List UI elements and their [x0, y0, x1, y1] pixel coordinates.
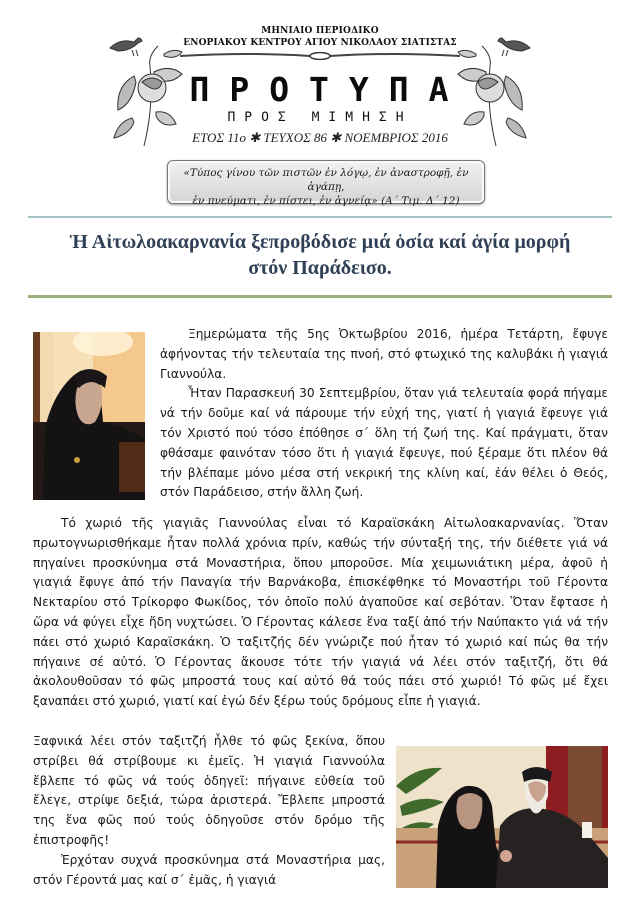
- photo-grandmother-with-elder-image: [396, 746, 608, 888]
- article-title: [28, 229, 612, 281]
- magazine-subtitle: ΠΡΟΣ ΜΙΜΗΣΗ: [227, 110, 413, 125]
- issue-info: ΕΤΟΣ 11ο ✱ ΤΕΥΧΟΣ 86 ✱ ΝΟΕΜΒΡΙΟΣ 2016: [192, 130, 448, 145]
- photo-grandmother: [33, 332, 145, 500]
- article-title-line-2: στόν Παράδεισο.: [248, 257, 392, 279]
- article-body-main: [33, 514, 608, 712]
- divider-top: [28, 216, 612, 218]
- article-title-line-1: Ἡ Αἰτωλοακαρνανία ξεπροβόδισε μιά ὁσία καί ἁγία μορφή: [69, 231, 571, 253]
- paragraph-4: Ξαφνικά λέει στόν ταξιτζή ἦλθε τό φῶς ξεκίνα, ὅπου στρίβει θά στρίβουμε κι ἐμεῖς. Ἡ γιαγιά Γιαννούλα ἔβλεπε τό φῶς νά τούς ὁδηγεῖ: πήγαινε εὐθεία τοῦ ἔλεγε, στρίψε δεξιά, τώρα ἀριστερά. Ἔβλεπε μπροστά της ἕνα φῶς πού τούς ὁδηγοῦσε στόν δρόμο τῆς ἐπιστροφῆς!: [33, 734, 385, 847]
- paragraph-2: Ἦταν Παρασκευή 30 Σεπτεμβρίου, ὅταν γιά τελευταία φορά πήγαμε νά τήν δοῦμε καί νά πάρουμε τήν εὐχή της, γιατί ἡ γιαγιά ἔφευγε γιά τόν Χριστό πού τόσο ἐπόθησε σ΄ ὅλη τή ζωή της. Καί πράγματι, ὅταν φθάσαμε φαινόταν τόσο ὅτι ἡ γιαγιά ἔφευγε, πού ξέραμε ὅτι πλέον θά τήν βλέπαμε μόνο μέσα στή νεκρική της κλίνη καί, ἐάν θέλει ὁ Θεός, στόν Παράδεισο, στήν ἄλλη ζωή.: [160, 386, 608, 500]
- parish-label: ΕΝΟΡΙΑΚΟΥ ΚΕΝΤΡΟΥ ΑΓΙΟΥ ΝΙΚΟΛΑΟΥ ΣΙΑΤΙΣΤΑΣ: [183, 38, 457, 48]
- paragraph-3: Τό χωριό τῆς γιαγιᾶς Γιαννούλας εἶναι τό Καραϊσκάκη Αἰτωλοακαρνανίας. Ὅταν πρωτογνωρισθήκαμε ἦταν πολλά χρόνια πρίν, καθώς τήν σύνταξή της, τήν διέθετε γιά νά πηγαίνει προσκύνημα στά Μοναστήρια, ὅπου μποροῦσε. Μία χειμωνιάτικη μέρα, ἀφοῦ ἡ γιαγιά ἔφυγε ἀπό τήν Παναγία τήν Βαρνάκοβα, ἐπισκέφθηκε τό Μοναστήρι τοῦ Γέροντα Νεκταρίου στό Τρίκορφο Φωκίδος, τόν ὁποῖο πολύ ἀγαποῦσε καί σεβόταν. Ὅταν ἔφτασε ἡ ὥρα νά φύγει εἶχε ἤδη νυχτώσει. Ὁ Γέροντας κάλεσε ἕνα ταξί ἀπό τήν Ναύπακτο γιά νά τήν πάει στό χωριό Καραϊσκάκη. Ὁ ταξιτζής δέν γνώριζε πού ἦταν τό χωριό καί πώς θα τήν πήγαινε σέ αὐτό. Ὁ Γέροντας ἄκουσε τότε τήν γιαγιά νά λέει στόν ταξιτζή, ὅτι θά ἀκολουθοῦσαν τό φῶς μπροστά τους καί αὐτό θά τούς πάει στό χωριό! Τό φῶς μέ ἔχει ξαναπάει στό χωριό, γιατί καί ἐγώ δέν ξέρω τούς δρόμους εἶπε ἡ γιαγιά.: [33, 516, 608, 709]
- periodical-label: ΜΗΝΙΑΙΟ ΠΕΡΙΟΔΙΚΟ: [261, 26, 379, 36]
- scripture-verse-box: [167, 160, 485, 207]
- photo-grandmother-image: [33, 332, 145, 500]
- divider-bottom: [28, 295, 612, 298]
- magazine-title: ΠΡΟΤΥΠΑ: [189, 70, 469, 109]
- paragraph-1: Ξημερώματα τῆς 5ης Ὀκτωβρίου 2016, ἡμέρα Τετάρτη, ἔφυγε ἀφήνοντας τήν τελευταία της πνοή, στό φτωχικό της καλυβάκι ἡ γιαγιά Γιαννούλα.: [160, 327, 608, 381]
- article-body-intro: [160, 325, 608, 503]
- verse-line-1: «Τύπος γίνου τῶν πιστῶν ἐν λόγῳ, ἐν ἀναστροφῇ, ἐν ἀγάπῃ,: [183, 167, 469, 193]
- article-body-continued: [33, 732, 385, 890]
- photo-grandmother-with-elder: [396, 746, 608, 888]
- masthead: [110, 18, 530, 148]
- scripture-verse-text: [168, 166, 484, 208]
- paragraph-5: Ἐρχόταν συχνά προσκύνημα στά Μοναστήρια μας, στόν Γέροντά μας καί σ΄ ἐμᾶς, ἡ γιαγιά: [33, 852, 385, 887]
- rope-garland-icon: [180, 52, 460, 60]
- verse-line-2: ἐν πνεύματι, ἐν πίστει, ἐν ἁγνείᾳ» (Α΄ Τιμ. Δ΄ 12): [192, 195, 460, 207]
